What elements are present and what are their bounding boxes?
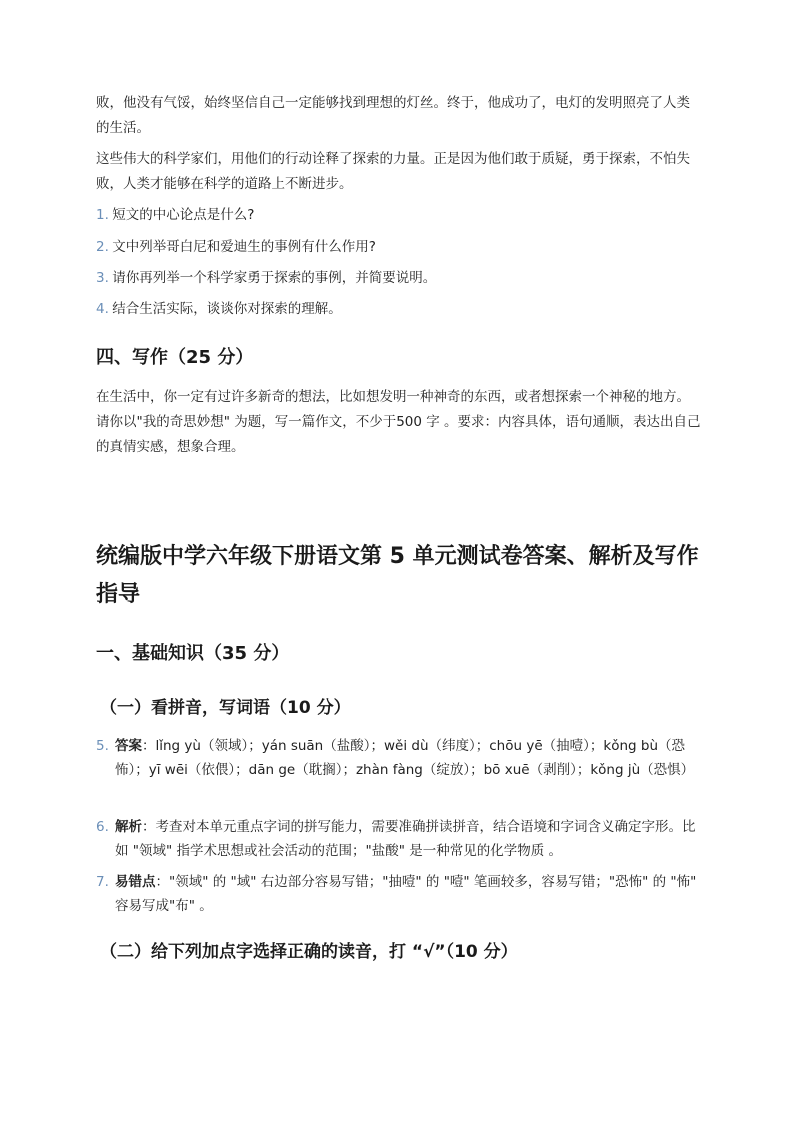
question-number: 3.	[96, 270, 109, 286]
item-label: 易错点	[115, 874, 156, 890]
question-number: 1.	[96, 207, 109, 223]
question-number: 4.	[96, 301, 109, 317]
question-item	[96, 235, 701, 260]
paragraph-edison: 败，他没有气馁，始终坚信自己一定能够找到理想的灯丝。终于，他成功了，电灯的发明照亮了人类的生活。	[96, 95, 690, 136]
item-number: 7.	[96, 874, 109, 890]
item-number: 5.	[96, 738, 109, 754]
answer-item	[96, 734, 701, 782]
answer-item	[96, 815, 701, 863]
question-item	[96, 297, 701, 322]
paragraph-conclusion: 这些伟大的科学家们，用他们的行动诠释了探索的力量。正是因为他们敢于质疑，勇于探索，不怕失败，人类才能够在科学的道路上不断进步。	[96, 151, 690, 192]
question-item	[96, 203, 701, 228]
item-body	[96, 870, 701, 918]
question-text: 短文的中心论点是什么?	[112, 207, 255, 223]
question-text: 结合生活实际，谈谈你对探索的理解。	[112, 301, 342, 317]
item-body	[96, 734, 701, 782]
section-heading-basics: 一、基础知识（35 分）	[96, 643, 290, 664]
section-heading-writing: 四、写作（25 分）	[96, 347, 254, 368]
question-text: 文中列举哥白尼和爱迪生的事例有什么作用?	[112, 239, 376, 255]
item-body	[96, 815, 701, 863]
subsection-heading-pinyin: （一）看拼音，写词语（10 分）	[100, 698, 351, 718]
item-label: 解析	[115, 819, 142, 835]
item-number: 6.	[96, 819, 109, 835]
writing-prompt: 在生活中，你一定有过许多新奇的想法，比如想发明一种神奇的东西，或者想探索一个神秘的地方。请你以"我的奇思妙想" 为题，写一篇作文，不少于500 字 。要求：内容具体，语句通顺，表达出自己的真情实感，想象合理。	[96, 389, 701, 455]
question-text: 请你再列举一个科学家勇于探索的事例，并简要说明。	[112, 270, 437, 286]
question-number: 2.	[96, 239, 109, 255]
subsection-heading-reading: （二）给下列加点字选择正确的读音，打 “√”（10 分）	[100, 942, 518, 962]
item-text: ："领域" 的 "域" 右边部分容易写错；"抽噎" 的 "噎" 笔画较多，容易写错；"恐怖" 的 "怖" 容易写成"布" 。	[115, 874, 697, 914]
question-item	[96, 266, 701, 291]
item-text: ：lǐng yù（领域）；yán suān（盐酸）；wěi dù（纬度）；chōu yē（抽噎）；kǒng bù（恐怖）；yī wēi（依偎）；dān ge（耽搁）；zhàn fàng（绽放）；bō xuē（剥削）；kǒng jù（恐惧）	[115, 738, 695, 778]
answer-item	[96, 870, 701, 918]
answer-title: 统编版中学六年级下册语文第 5 单元测试卷答案、解析及写作指导	[96, 544, 699, 607]
item-label: 答案	[115, 738, 142, 754]
item-text: ：考查对本单元重点字词的拼写能力，需要准确拼读拼音，结合语境和字词含义确定字形。比如 "领域" 指学术思想或社会活动的范围；"盐酸" 是一种常见的化学物质 。	[115, 819, 696, 859]
